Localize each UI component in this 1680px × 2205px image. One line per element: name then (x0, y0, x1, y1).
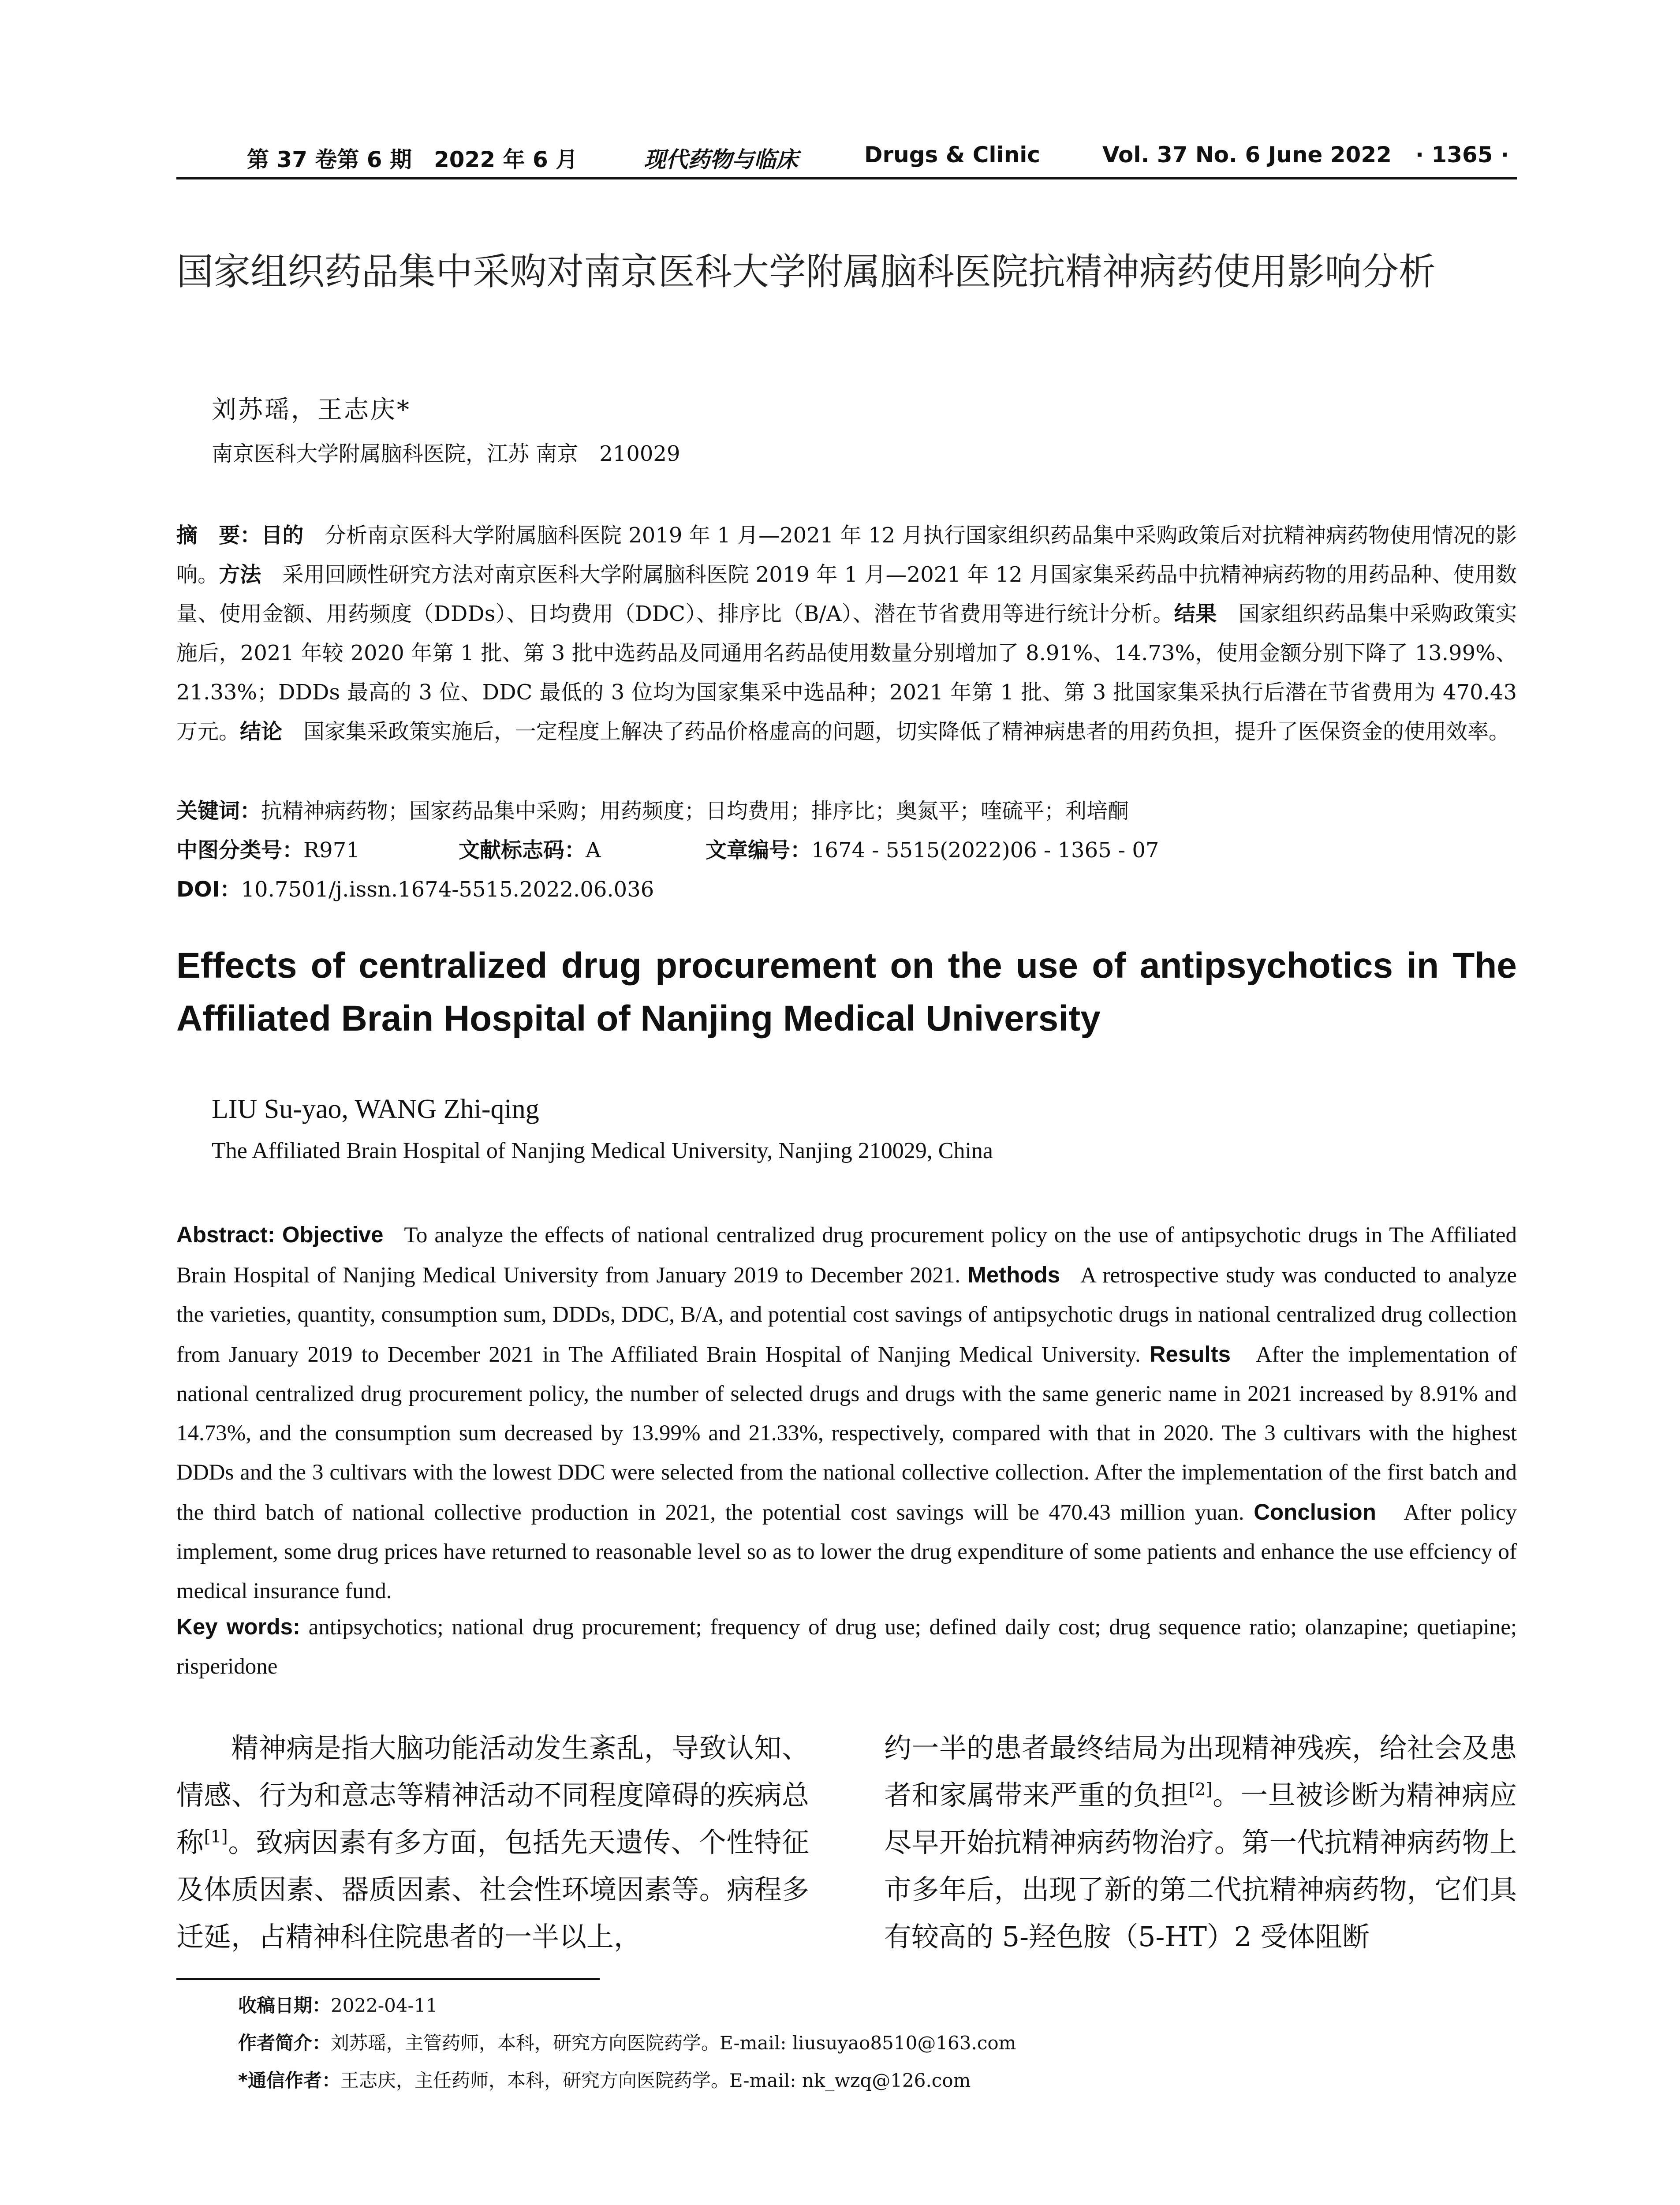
keywords-cn-label: 关键词： (176, 799, 261, 823)
abstract-en-label: Abstract: (176, 1222, 275, 1247)
conclusion-text-en: After policy implement, some drug prices have returned to reasonable level so as to lower the drug expenditure of some patients and enhance the use effciency of medical insurance fund. (176, 1500, 1517, 1603)
results-label-cn: 结果 (1174, 602, 1217, 626)
conclusion-text-cn: 国家集采政策实施后，一定程度上解决了药品价格虚高的问题，切实降低了精神病患者的用药负担，提升了医保资金的使用效率。 (303, 719, 1510, 744)
objective-label-cn: 目的 (261, 523, 304, 548)
affiliation-en: The Affiliated Brain Hospital of Nanjing Medical University, Nanjing 210029, China (212, 1138, 993, 1163)
body-column-right (884, 1724, 1517, 1960)
reference-2[interactable]: [2] (1188, 1779, 1213, 1799)
footnote-received (238, 1991, 437, 2018)
page-number: · 1365 · (1415, 142, 1509, 168)
body-column-left (176, 1724, 809, 1960)
footnote-corresponding (238, 2066, 971, 2093)
document-code: 文献标志码：A (459, 838, 601, 863)
abstract-en (176, 1215, 1517, 1611)
results-text-en: After the implementation of national centralized drug procurement policy, the number of selected drugs and drugs with the same generic name in 2021 increased by 8.91% and 14.73%, and the consumption sum decreased by 13.99% and 21.33%, respectively, compared with that in 2020. The 3 cultivars with the highest DDDs and the 3 cultivars with the lowest DDC were selected from the national collective collection. After the implementation of the first batch and the third batch of national collective production in 2021, the potential cost savings will be 470.43 million yuan. (176, 1342, 1517, 1525)
methods-label-cn: 方法 (219, 562, 261, 587)
doi-value: 10.7501/j.issn.1674-5515.2022.06.036 (241, 877, 654, 902)
corresponding-label: *通信作者： (238, 2070, 340, 2091)
keywords-cn (176, 792, 1517, 831)
body-right-text-2: 。一旦被诊断为精神病应尽早开始抗精神病药物治疗。第一代抗精神病药物上市多年后，出现了新的第二代抗精神病药物，它们具有较高的 5-羟色胺（5-HT）2 受体阻断 (884, 1779, 1517, 1953)
author-label: 作者简介： (238, 2032, 331, 2054)
objective-label-en: Objective (282, 1222, 384, 1247)
body-left-text-2: 。致病因素有多方面，包括先天遗传、个性特征及体质因素、器质因素、社会性环境因素等。病程多迁延，占精神科住院患者的一半以上， (176, 1826, 809, 1953)
keywords-en-label: Key words: (176, 1614, 300, 1639)
affiliation-cn: 南京医科大学附属脑科医院，江苏 南京 210029 (212, 441, 680, 466)
received-label: 收稿日期： (238, 1995, 331, 2016)
conclusion-label-en: Conclusion (1254, 1499, 1376, 1525)
methods-text-en: A retrospective study was conducted to analyze the varieties, quantity, consumption sum, DDDs, DDC, B/A, and potential cost savings of antipsychotic drugs in national centralized drug collection from January 2019 to December 2021 in The Affiliated Brain Hospital of Nanjing Medical University. (176, 1263, 1517, 1367)
author-bio: 刘苏瑶，主管药师，本科，研究方向医院药学。E-mail: liusuyao8510@163.com (331, 2032, 1016, 2054)
doi-label: DOI： (176, 877, 241, 902)
keywords-en-text: antipsychotics; national drug procurement; frequency of drug use; defined daily cost; drug sequence ratio; olanzapine; quetiapine; risperidone (176, 1615, 1517, 1679)
conclusion-label-cn: 结论 (240, 719, 283, 744)
abstract-cn (176, 516, 1517, 751)
results-label-en: Results (1149, 1342, 1231, 1367)
journal-cn: 现代药物与临床 (644, 146, 798, 172)
header-rule (176, 177, 1517, 179)
body-left-text-1: 精神病是指大脑功能活动发生紊乱，导致认知、情感、行为和意志等精神活动不同程度障碍的疾病总称 (176, 1732, 809, 1858)
article-number: 文章编号：1674 - 5515(2022)06 - 1365 - 07 (706, 838, 1159, 863)
corresponding-author: 王志庆，主任药师，本科，研究方向医院药学。E-mail: nk_wzq@126.com (340, 2070, 971, 2091)
title-en: Effects of centralized drug procurement on the use of antipsychotics in The Affiliated Brain Hospital of Nanjing Medical University (176, 946, 1517, 1039)
keywords-cn-text: 抗精神病药物；国家药品集中采购；用药频度；日均费用；排序比；奥氮平；喹硫平；利培酮 (261, 799, 1129, 823)
body-right-text-1: 约一半的患者最终结局为出现精神残疾，给社会及患者和家属带来严重的负担 (884, 1732, 1517, 1811)
footnote-rule (176, 1978, 600, 1980)
methods-label-en: Methods (967, 1262, 1060, 1287)
objective-text-en: To analyze the effects of national centralized drug procurement policy on the use of antipsychotic drugs in The Affiliated Brain Hospital of Nanjing Medical University from January 2019 to December 2021. (176, 1223, 1517, 1288)
abstract-cn-label: 摘 要： (176, 523, 261, 548)
footnote-author (238, 2029, 1016, 2055)
issue-en: Vol. 37 No. 6 June 2022 (1102, 142, 1392, 168)
journal-en: Drugs & Clinic (864, 142, 1041, 168)
title-cn: 国家组织药品集中采购对南京医科大学附属脑科医院抗精神病药使用影响分析 (176, 250, 1436, 293)
running-header (176, 142, 1517, 177)
received-date: 2022-04-11 (331, 1995, 438, 2016)
authors-cn: 刘苏瑶，王志庆* (212, 396, 411, 424)
results-text-cn: 国家组织药品集中采购政策实施后，2021 年较 2020 年第 1 批、第 3 批中选药品及同通用名药品使用数量分别增加了 8.91%、14.73%，使用金额分别下降了 13.99%、21.33%；DDDs 最高的 3 位、DDC 最低的 3 位均为国家集采中选品种；2021 年第 1 批、第 3 批国家集采执行后潜在节省费用为 470.43 万元。 (176, 602, 1517, 744)
keywords-en (176, 1607, 1517, 1686)
objective-text-cn: 分析南京医科大学附属脑科医院 2019 年 1 月—2021 年 12 月执行国家组织药品集中采购政策后对抗精神病药物使用情况的影响。 (176, 523, 1517, 587)
classification-line (176, 831, 1517, 870)
methods-text-cn: 采用回顾性研究方法对南京医科大学附属脑科医院 2019 年 1 月—2021 年 12 月国家集采药品中抗精神病药物的用药品种、使用数量、使用金额、用药频度（DDDs）、日均费用（DDC）、排序比（B/A）、潜在节省费用等进行统计分析。 (176, 562, 1517, 626)
reference-1[interactable]: [1] (204, 1827, 228, 1846)
clc-number: 中图分类号：R971 (176, 838, 360, 863)
issue-cn: 第 37 卷第 6 期 2022 年 6 月 (247, 147, 578, 172)
authors-en: LIU Su-yao, WANG Zhi-qing (212, 1094, 539, 1124)
doi-line (176, 870, 1517, 909)
